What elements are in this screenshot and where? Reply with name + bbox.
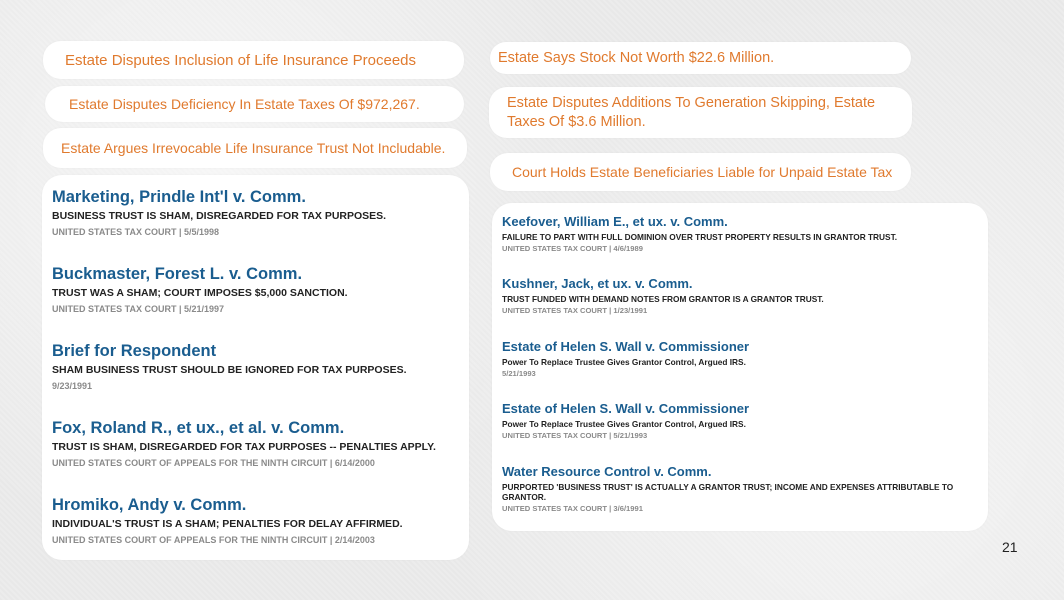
pill-label: Estate Argues Irrevocable Life Insurance Trust Not Includable. [61, 139, 446, 156]
case-description: SHAM BUSINESS TRUST SHOULD BE IGNORED FOR TAX PURPOSES. [52, 364, 407, 376]
case-title[interactable]: Brief for Respondent [52, 342, 217, 360]
page-number: 21 [1002, 539, 1018, 555]
case-meta: UNITED STATES COURT OF APPEALS FOR THE NINTH CIRCUIT | 6/14/2000 [52, 458, 375, 468]
case-description: Power To Replace Trustee Gives Grantor Control, Argued IRS. [502, 419, 746, 429]
case-description: TRUST FUNDED WITH DEMAND NOTES FROM GRANTOR IS A GRANTOR TRUST. [502, 294, 824, 304]
pill-stock[interactable] [490, 42, 911, 74]
case-meta: UNITED STATES COURT OF APPEALS FOR THE NINTH CIRCUIT | 2/14/2003 [52, 535, 375, 545]
pill-label: Estate Disputes Deficiency In Estate Taxes Of $972,267. [69, 95, 420, 112]
case-item[interactable] [52, 187, 459, 238]
case-item[interactable] [502, 401, 978, 441]
case-meta: UNITED STATES TAX COURT | 5/5/1998 [52, 227, 220, 237]
case-meta: UNITED STATES TAX COURT | 5/21/1997 [52, 304, 225, 314]
case-description: Power To Replace Trustee Gives Grantor Control, Argued IRS. [502, 357, 746, 367]
case-description: BUSINESS TRUST IS SHAM, DISREGARDED FOR TAX PURPOSES. [52, 210, 387, 222]
case-description: TRUST WAS A SHAM; COURT IMPOSES $5,000 SANCTION. [52, 287, 348, 299]
case-item[interactable] [52, 495, 459, 546]
case-title[interactable]: Estate of Helen S. Wall v. Commissioner [502, 401, 750, 416]
case-title[interactable]: Buckmaster, Forest L. v. Comm. [52, 265, 303, 283]
case-title[interactable]: Hromiko, Andy v. Comm. [52, 496, 247, 514]
pill-gst[interactable] [489, 87, 912, 138]
pill-label: Estate Disputes Inclusion of Life Insurance Proceeds [65, 51, 417, 69]
case-item[interactable] [52, 264, 459, 315]
case-meta: UNITED STATES TAX COURT | 1/23/1991 [502, 306, 648, 315]
case-title[interactable]: Marketing, Prindle Int'l v. Comm. [52, 188, 306, 206]
pill-irrevocable[interactable] [43, 128, 467, 168]
case-title[interactable]: Water Resource Control v. Comm. [502, 464, 712, 479]
case-meta: 5/21/1993 [502, 369, 536, 378]
case-meta: UNITED STATES TAX COURT | 5/21/1993 [502, 431, 648, 440]
pill-life-insurance[interactable] [43, 41, 464, 79]
case-meta: 9/23/1991 [52, 381, 93, 391]
pill-label: Estate Says Stock Not Worth $22.6 Million. [498, 50, 775, 66]
case-title[interactable]: Fox, Roland R., et ux., et al. v. Comm. [52, 419, 345, 437]
case-description: FAILURE TO PART WITH FULL DOMINION OVER TRUST PROPERTY RESULTS IN GRANTOR TRUST. [502, 232, 898, 242]
case-meta: UNITED STATES TAX COURT | 4/6/1989 [502, 244, 643, 253]
case-title[interactable]: Kushner, Jack, et ux. v. Comm. [502, 276, 693, 291]
pill-beneficiaries[interactable] [490, 153, 911, 191]
case-description: TRUST IS SHAM, DISREGARDED FOR TAX PURPOSES -- PENALTIES APPLY. [52, 441, 436, 453]
case-title[interactable]: Estate of Helen S. Wall v. Commissioner [502, 339, 750, 354]
case-list-card-right [492, 203, 988, 531]
case-title[interactable]: Keefover, William E., et ux. v. Comm. [502, 214, 728, 229]
case-description: INDIVIDUAL'S TRUST IS A SHAM; PENALTIES FOR DELAY AFFIRMED. [52, 518, 403, 530]
case-item[interactable] [502, 214, 978, 254]
pill-label: Estate Disputes Additions To Generation Skipping, Estate Taxes Of $3.6 Million. [507, 94, 876, 130]
pill-deficiency[interactable] [45, 86, 464, 122]
case-item[interactable] [502, 276, 978, 316]
case-meta: UNITED STATES TAX COURT | 3/6/1991 [502, 504, 643, 513]
case-item[interactable] [52, 341, 459, 392]
case-item[interactable] [502, 339, 978, 379]
case-description: PURPORTED 'BUSINESS TRUST' IS ACTUALLY A GRANTOR TRUST; INCOME AND EXPENSES ATTRIBUTABLE TO GRANTOR. [502, 482, 954, 502]
case-list-card-left [42, 175, 469, 560]
case-item[interactable] [502, 464, 978, 514]
pill-label: Court Holds Estate Beneficiaries Liable for Unpaid Estate Tax [512, 163, 893, 180]
case-item[interactable] [52, 418, 459, 469]
